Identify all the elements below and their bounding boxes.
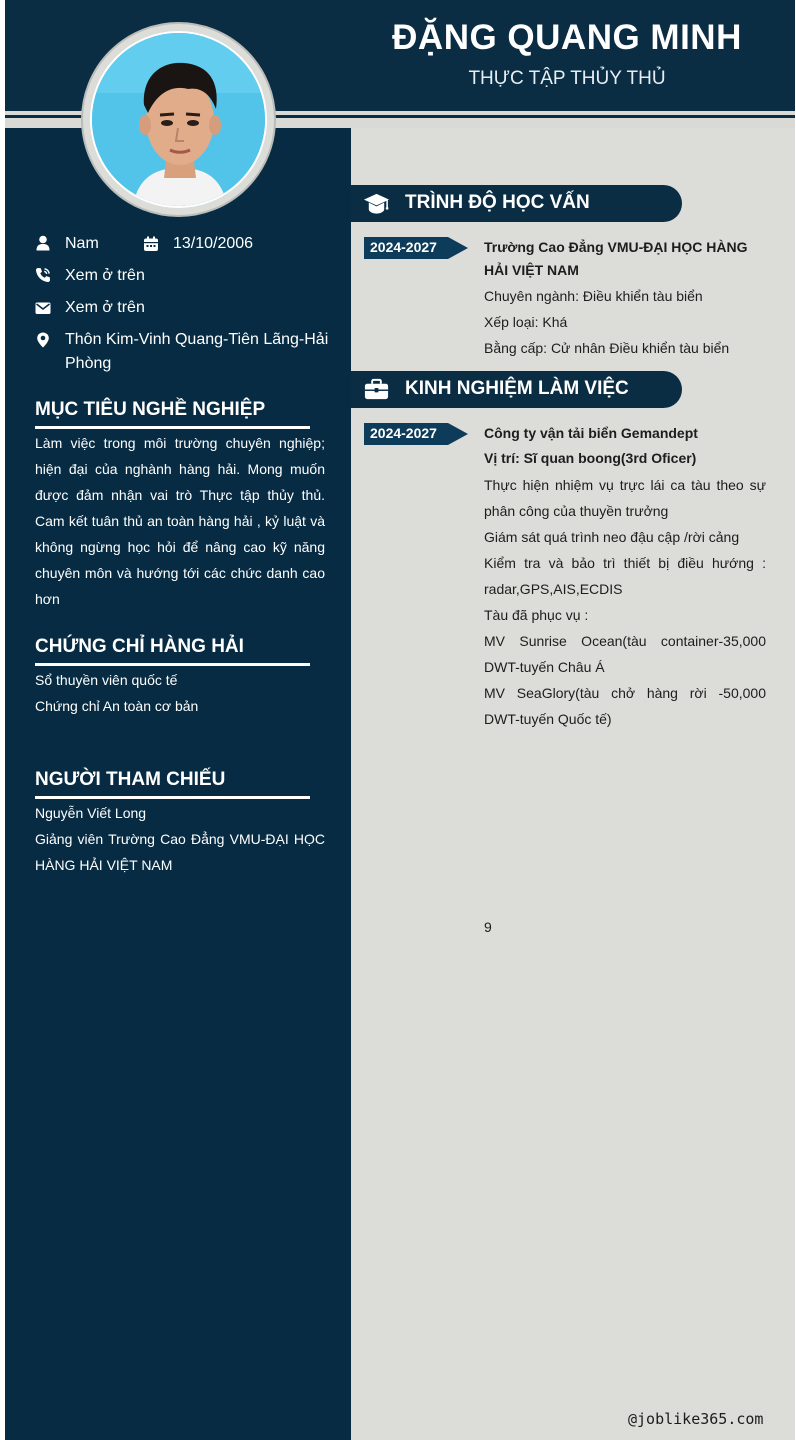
education-major: Chuyên ngành: Điều khiển tàu biển <box>484 288 703 304</box>
education-period: 2024-2027 <box>370 239 437 255</box>
email-icon <box>35 300 51 316</box>
job-duty: Tàu đã phục vụ : <box>484 607 589 623</box>
reference-name: Nguyễn Viết Long <box>35 805 147 821</box>
phone-value: Xem ở trên <box>65 267 145 284</box>
experience-period: 2024-2027 <box>370 425 437 441</box>
user-icon <box>35 235 51 251</box>
experience-period-tag <box>364 423 469 445</box>
certificate-item: Sổ thuyền viên quốc tế <box>35 672 178 688</box>
certificates-title: CHỨNG CHỈ HÀNG HẢI <box>35 636 244 657</box>
references-divider <box>35 796 310 799</box>
address-value: Thôn Kim-Vinh Quang-Tiên Lãng-Hải Phòng <box>65 331 329 372</box>
graduation-cap-icon <box>363 190 390 217</box>
candidate-role: THỰC TẬP THỦY THỦ <box>468 68 666 89</box>
watermark: @joblike365.com <box>628 1410 764 1428</box>
objective-title: MỤC TIÊU NGHỀ NGHIỆP <box>35 399 266 420</box>
job-duty: Giám sát quá trình neo đậu cập /rời cảng <box>484 529 740 545</box>
experience-header <box>351 371 682 408</box>
birthday-value: 13/10/2006 <box>173 235 254 252</box>
experience-title: KINH NGHIỆM LÀM VIỆC <box>405 378 629 399</box>
reference-position: Giảng viên Trường Cao Đẳng VMU-ĐẠI HỌC HÀNG HẢI VIỆT NAM <box>35 831 325 873</box>
experience-note: 9 <box>484 919 492 935</box>
job-duty: MV SeaGlory(tàu chở hàng rời -50,000 DWT-tuyến Quốc tế) <box>484 685 766 727</box>
candidate-name: ĐẶNG QUANG MINH <box>392 18 742 57</box>
education-title: TRÌNH ĐỘ HỌC VẤN <box>405 192 590 213</box>
calendar-icon <box>143 236 159 252</box>
resume-page <box>5 0 795 1440</box>
objective-divider <box>35 426 310 429</box>
education-degree: Bằng cấp: Cử nhân Điều khiển tàu biển <box>484 340 730 356</box>
job-position: Vị trí: Sĩ quan boong(3rd Oficer) <box>484 450 697 466</box>
avatar <box>90 31 267 208</box>
certificates-divider <box>35 663 310 666</box>
briefcase-icon <box>363 376 390 403</box>
education-header <box>351 185 682 222</box>
avatar-photo <box>92 33 267 208</box>
education-period-tag <box>364 237 469 259</box>
certificate-item: Chứng chỉ An toàn cơ bản <box>35 698 199 714</box>
objective-text: Làm việc trong môi trường chuyên nghiệp; hiện đại của nghành hàng hải. Mong muốn được đảm nhận vai trò Thực tập thủy thủ. Cam kết tuân thủ an toàn hàng hải , kỷ luật và không ngừng học hỏi để nâng cao kỹ năng chuyên môn và hướng tới các chức danh cao hơn <box>35 435 325 607</box>
job-duty: MV Sunrise Ocean(tàu container-35,000 DWT-tuyến Châu Á <box>484 633 766 675</box>
company-name: Công ty vận tải biển Gemandept <box>484 425 698 441</box>
job-duty: Kiểm tra và bảo trì thiết bị điều hướng : radar,GPS,AIS,ECDIS <box>484 555 766 597</box>
job-duty: Thực hiện nhiệm vụ trực lái ca tàu theo sự phân công của thuyền trưởng <box>484 477 766 519</box>
references-title: NGƯỜI THAM CHIẾU <box>35 769 226 790</box>
school-name: Trường Cao Đẳng VMU-ĐẠI HỌC HÀNG HẢI VIỆT NAM <box>484 239 748 278</box>
education-grade: Xếp loại: Khá <box>484 314 568 330</box>
gender-value: Nam <box>65 235 99 252</box>
phone-icon <box>35 267 51 283</box>
email-value: Xem ở trên <box>65 299 145 316</box>
location-icon <box>35 332 51 348</box>
